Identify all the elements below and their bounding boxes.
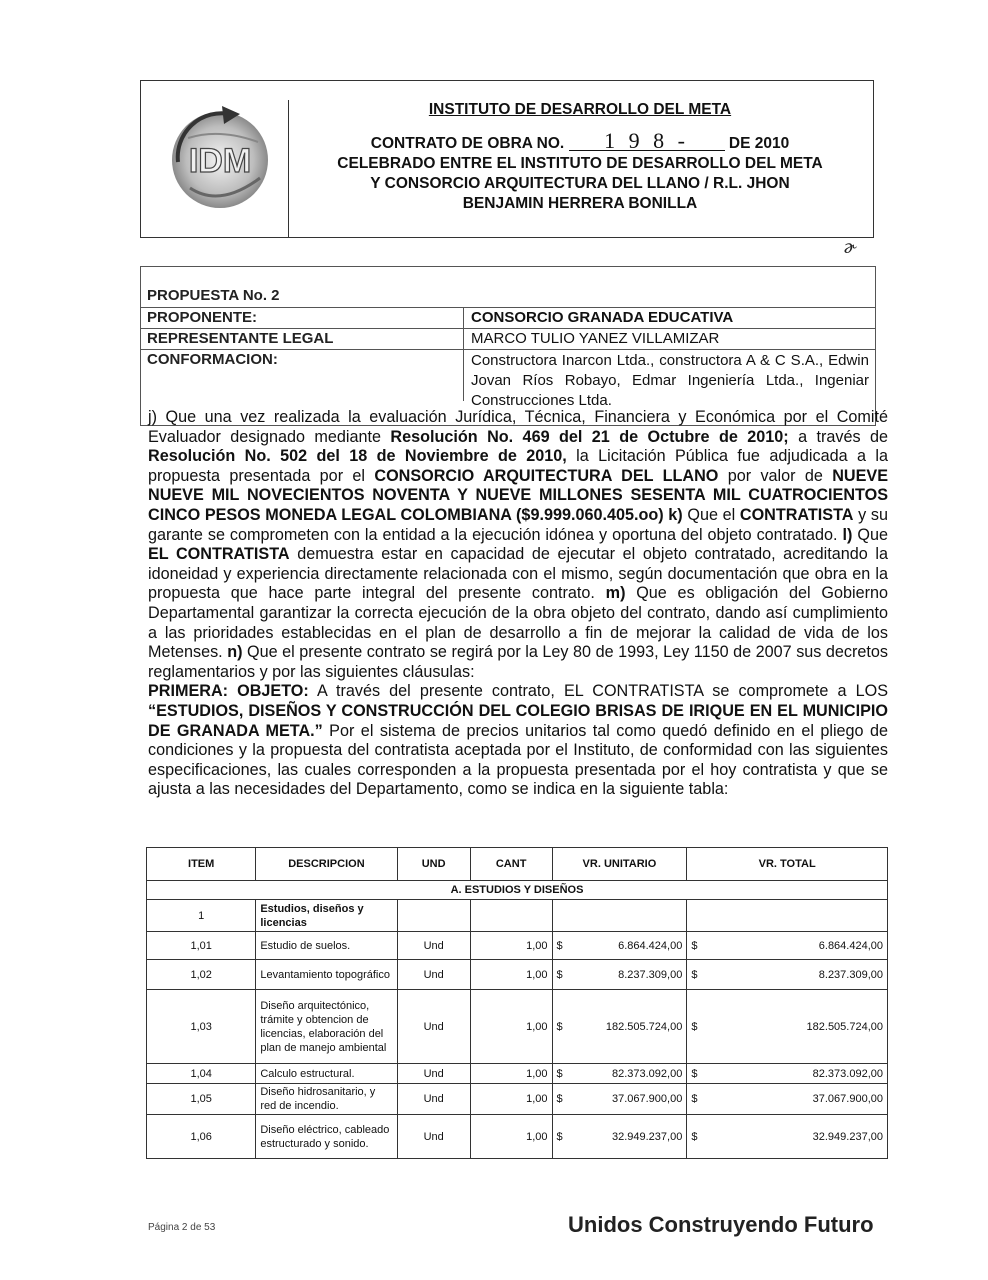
row-total xyxy=(687,932,888,960)
proposal-box xyxy=(140,266,876,426)
header-line-5: BENJAMIN HERRERA BONILLA xyxy=(462,195,698,212)
clause-letter: m) xyxy=(605,584,626,603)
row-unit xyxy=(552,1084,687,1115)
amount: 182.505.724,00 xyxy=(605,1020,683,1033)
col-desc: DESCRIPCION xyxy=(256,848,397,881)
proposal-title-row xyxy=(141,287,875,307)
clause-letter: n) xyxy=(227,643,243,662)
considerations-paragraph xyxy=(148,408,888,682)
amount: 82.373.092,00 xyxy=(611,1067,683,1080)
row-total xyxy=(687,1064,888,1084)
row-unit xyxy=(552,990,687,1064)
row-cant: 1,00 xyxy=(470,990,552,1064)
text-run: Por el sistema de precios unitarios tal como quedó definido en el pliego de condiciones y la propuesta del contratista aceptada por el Instituto, de conformidad con las siguientes especificaciones, las cuales corresponden a la propuesta presentada por el hoy contratista y que se ajusta a las necesidades del Departamento, como se indica en la siguiente tabla: xyxy=(148,721,888,799)
row-total xyxy=(687,990,888,1064)
row-cant: 1,00 xyxy=(470,1064,552,1084)
text-run: y su garante se comprometen con la entidad a la ejecución idónea y oportuna del objeto contratado. xyxy=(148,505,888,544)
amount: 37.067.900,00 xyxy=(812,1093,883,1105)
row-und: Und xyxy=(397,1084,470,1115)
money-value xyxy=(557,940,683,952)
row-desc: Diseño hidrosanitario, y red de incendio. xyxy=(256,1084,397,1115)
row-item: 1,06 xyxy=(147,1115,256,1159)
conformacion-row xyxy=(141,349,875,409)
row-unit xyxy=(552,1064,687,1084)
row-und: Und xyxy=(397,1115,470,1159)
row-item: 1,04 xyxy=(147,1064,256,1084)
table-row xyxy=(147,932,888,960)
table-row xyxy=(147,990,888,1064)
money-value xyxy=(691,1093,883,1105)
money-value xyxy=(557,969,683,981)
currency-symbol: $ xyxy=(691,1020,698,1033)
page-number: Página 2 de 53 xyxy=(148,1222,216,1233)
conformacion-label: CONFORMACION: xyxy=(147,351,278,368)
currency-symbol: $ xyxy=(691,968,698,981)
header-line-3: CELEBRADO ENTRE EL INSTITUTO DE DESARROLLO DEL META xyxy=(337,155,823,172)
representante-value: MARCO TULIO YANEZ VILLAMIZAR xyxy=(471,330,720,347)
currency-symbol: $ xyxy=(556,1093,563,1105)
text-run: Que xyxy=(852,525,888,544)
institute-logo xyxy=(160,98,272,216)
col-cant: CANT xyxy=(470,848,552,881)
row-desc: Diseño eléctrico, cableado estructurado y sonido. xyxy=(256,1115,397,1159)
currency-symbol: $ xyxy=(556,1067,563,1080)
row-item: 1,03 xyxy=(147,990,256,1064)
currency-symbol: $ xyxy=(691,1093,698,1105)
row-cant: 1,00 xyxy=(470,1115,552,1159)
contract-body xyxy=(148,408,888,800)
contract-suffix: DE 2010 xyxy=(728,135,790,152)
contract-line xyxy=(300,128,860,154)
amount: 82.373.092,00 xyxy=(812,1067,883,1080)
section-title: A. ESTUDIOS Y DISEÑOS xyxy=(147,881,888,900)
money-value xyxy=(557,1021,683,1033)
proponente-label: PROPONENTE: xyxy=(147,309,258,326)
text-run: Que es obligación del Gobierno Departamental garantizar la correcta ejecución de la obra objeto del contrato, dando así cumplimiento a las prioridades establecidas en el plan de desarrollo a fin de mejorar la calidad de vida de los Metenses. xyxy=(148,584,888,662)
money-value xyxy=(557,1131,683,1143)
contratista-term: EL CONTRATISTA xyxy=(148,545,290,564)
row-und: Und xyxy=(397,960,470,990)
row-total xyxy=(687,960,888,990)
currency-symbol: $ xyxy=(691,939,698,952)
row-desc: Diseño arquitectónico, trámite y obtencion de licencias, elaboración del plan de manejo ambiental xyxy=(256,990,397,1064)
money-value xyxy=(691,1068,883,1080)
table-row xyxy=(147,1115,888,1159)
col-unit: VR. UNITARIO xyxy=(552,848,687,881)
proponente-row xyxy=(141,307,875,328)
row-cant: 1,00 xyxy=(470,960,552,990)
row-total xyxy=(687,1084,888,1115)
row-und: Und xyxy=(397,990,470,1064)
text-run: la Licitación Pública fue adjudicada a la propuesta presentada por el xyxy=(148,447,888,485)
currency-symbol: $ xyxy=(556,1130,563,1143)
row-unit xyxy=(552,960,687,990)
col-item: ITEM xyxy=(147,848,256,881)
amount: 32.949.237,00 xyxy=(611,1130,683,1143)
footer-slogan: Unidos Construyendo Futuro xyxy=(568,1212,874,1237)
text-run: demuestra estar en capacidad de ejecutar el objeto contratado, acreditando la idoneidad y experiencia directamente relacionada con el mismo, según documentación que obra en la propuesta que hace parte integral del presente contrato. xyxy=(148,545,888,603)
proponente-value: CONSORCIO GRANADA EDUCATIVA xyxy=(471,309,734,326)
currency-symbol: $ xyxy=(556,968,563,981)
row-desc: Estudio de suelos. xyxy=(256,932,397,960)
header-title-block xyxy=(300,96,860,214)
amount: 37.067.900,00 xyxy=(611,1093,683,1105)
table-row xyxy=(147,1064,888,1084)
text-run: por valor de xyxy=(718,466,833,485)
group-desc: Estudios, diseños y licencias xyxy=(256,900,397,932)
money-value xyxy=(557,1068,683,1080)
resolution-469: Resolución No. 469 del 21 de Octubre de 2010; xyxy=(390,427,789,446)
signature-mark: ɚ xyxy=(844,236,856,258)
institution-name: INSTITUTO DE DESARROLLO DEL META xyxy=(428,101,732,118)
first-clause-paragraph xyxy=(148,682,888,800)
contract-number: 1 9 8 - xyxy=(569,132,725,151)
consorcio-name: CONSORCIO ARQUITECTURA DEL LLANO xyxy=(374,466,719,485)
currency-symbol: $ xyxy=(556,939,563,952)
header-divider xyxy=(288,100,289,238)
text-run: Que el xyxy=(682,505,740,524)
currency-symbol: $ xyxy=(691,1130,698,1143)
currency-symbol: $ xyxy=(691,1067,698,1080)
row-item: 1,02 xyxy=(147,960,256,990)
amount: 6.864.424,00 xyxy=(818,939,883,952)
contract-prefix: CONTRATO DE OBRA NO. xyxy=(370,135,565,152)
row-cant: 1,00 xyxy=(470,932,552,960)
table-row xyxy=(147,960,888,990)
representante-row xyxy=(141,328,875,349)
amount: 182.505.724,00 xyxy=(806,1020,883,1033)
project-name: “ESTUDIOS, DISEÑOS Y CONSTRUCCIÓN DEL COLEGIO BRISAS DE IRIQUE EN EL MUNICIPIO DE GRANADA META.” xyxy=(148,701,888,740)
amount: 8.237.309,00 xyxy=(618,968,683,981)
items-table xyxy=(146,847,888,1159)
table-row xyxy=(147,1084,888,1115)
col-total: VR. TOTAL xyxy=(687,848,888,881)
col-und: UND xyxy=(397,848,470,881)
logo-text: IDM xyxy=(188,142,252,180)
text-run: a través de xyxy=(788,427,888,446)
table-header-row xyxy=(147,848,888,881)
money-value xyxy=(691,969,883,981)
row-unit xyxy=(552,1115,687,1159)
amount: 32.949.237,00 xyxy=(812,1130,883,1143)
amount: 8.237.309,00 xyxy=(818,968,883,981)
row-item: 1,01 xyxy=(147,932,256,960)
conformacion-value: Constructora Inarcon Ltda., constructora A & C S.A., Edwin Jovan Ríos Robayo, Edmar Ingeniería Ltda., Ingeniar Construcciones Ltda. xyxy=(471,352,869,409)
money-value xyxy=(557,1093,683,1105)
clause-heading: PRIMERA: OBJETO: xyxy=(148,682,309,701)
row-und: Und xyxy=(397,1064,470,1084)
row-desc: Levantamiento topográfico xyxy=(256,960,397,990)
group-row xyxy=(147,900,888,932)
proposal-title: PROPUESTA No. 2 xyxy=(147,287,280,304)
text-run: A través del presente contrato, EL CONTRATISTA se compromete a LOS xyxy=(308,682,888,701)
resolution-502: Resolución No. 502 del 18 de Noviembre de 2010, xyxy=(148,447,567,466)
row-cant: 1,00 xyxy=(470,1084,552,1115)
clause-letter: l) xyxy=(842,525,853,544)
row-unit xyxy=(552,932,687,960)
text-run: Que el presente contrato se regirá por la Ley 80 de 1993, Ley 1150 de 2007 sus decretos reglamentarios y por las siguientes cláusulas: xyxy=(148,643,888,681)
currency-symbol: $ xyxy=(556,1020,563,1033)
group-item: 1 xyxy=(147,900,256,932)
contract-value: NUEVE NUEVE MIL NOVECIENTOS NOVENTA Y NUEVE MILLONES SESENTA MIL CUATROCIENTOS CINCO PESOS MONEDA LEGAL COLOMBIANA ($9.999.060.405.oo) k) xyxy=(148,466,888,524)
header-line-4: Y CONSORCIO ARQUITECTURA DEL LLANO / R.L. JHON xyxy=(370,175,790,192)
amount: 6.864.424,00 xyxy=(618,939,683,952)
row-item: 1,05 xyxy=(147,1084,256,1115)
money-value xyxy=(691,1021,883,1033)
money-value xyxy=(691,1131,883,1143)
representante-label: REPRESENTANTE LEGAL xyxy=(147,330,334,347)
text-run: j) Que una vez realizada la evaluación Jurídica, Técnica, Financiera y Económica por el Comité Evaluador designado mediante xyxy=(148,408,888,446)
money-value xyxy=(691,940,883,952)
row-desc: Calculo estructural. xyxy=(256,1064,397,1084)
contratista-term: CONTRATISTA xyxy=(739,505,854,524)
row-total xyxy=(687,1115,888,1159)
section-row xyxy=(147,881,888,900)
row-und: Und xyxy=(397,932,470,960)
